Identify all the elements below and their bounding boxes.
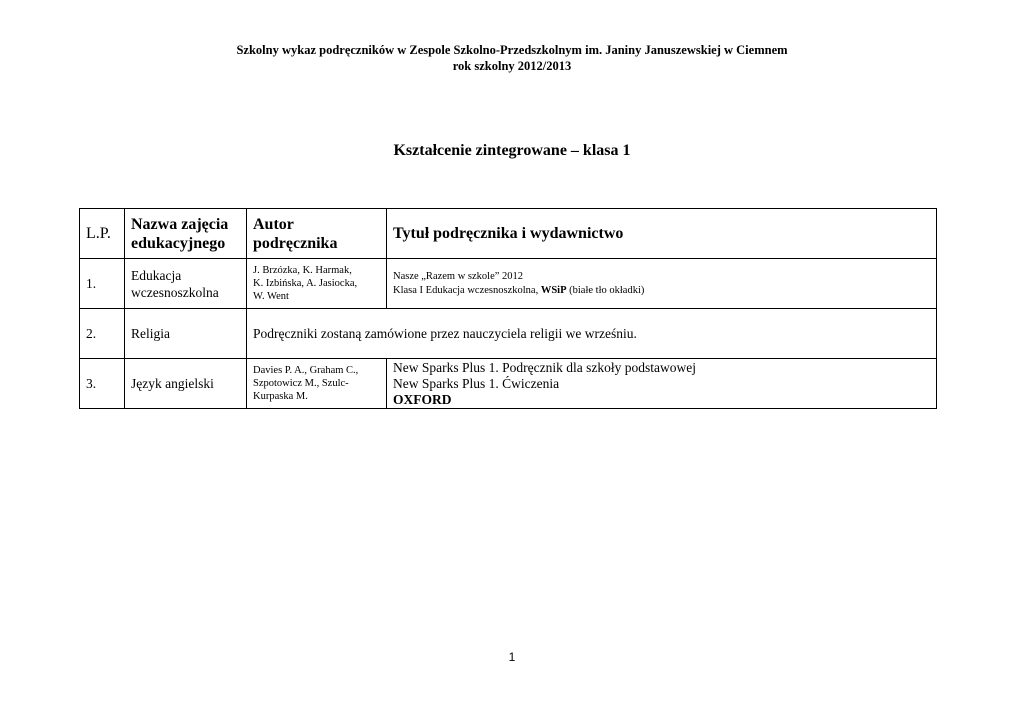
header-subject-line1: Nazwa zajęcia (131, 215, 229, 233)
header-author-line2: podręcznika (253, 234, 338, 252)
row3-author-line1: Davies P. A., Graham C., (253, 365, 359, 376)
section-title: Kształcenie zintegrowane – klasa 1 (393, 142, 631, 159)
row1-title-line2-pre: Klasa I Edukacja wczesnoszkolna, (393, 284, 541, 296)
table-header-row (80, 209, 937, 259)
row1-subject-line2: wczesnoszkolna (131, 284, 219, 300)
row1-subject-line1: Edukacja (131, 267, 182, 283)
row3-author-line2: Szpotowicz M., Szulc- (253, 378, 349, 389)
table-row (80, 359, 937, 409)
header-subject (125, 209, 247, 259)
header-school-line: Szkolny wykaz podręczników w Zespole Szkolno-Przedszkolnym im. Janiny Januszewskiej w Ciemnem (236, 43, 788, 57)
row3-author-line3: Kurpaska M. (253, 391, 308, 402)
row1-author-line2: K. Izbińska, A. Jasiocka, (253, 278, 358, 289)
row1-author (247, 259, 387, 309)
header-author-line1: Autor (253, 215, 294, 233)
row1-publisher: WSiP (540, 284, 567, 296)
row1-title (387, 259, 937, 309)
row1-title-line1: Nasze „Razem w szkole” 2012 (393, 270, 524, 282)
row1-lp: 1. (80, 259, 125, 309)
row3-title-line2: New Sparks Plus 1. Ćwiczenia (393, 375, 560, 391)
row1-title-line2-post: (białe tło okładki) (566, 284, 645, 296)
row1-author-line3: W. Went (253, 291, 289, 302)
row2-subject: Religia (125, 309, 247, 359)
row1-title-line2 (393, 284, 930, 298)
table-row (80, 309, 937, 359)
row3-author (247, 359, 387, 409)
table-row (80, 259, 937, 309)
row3-publisher: OXFORD (393, 391, 452, 407)
row3-subject: Język angielski (125, 359, 247, 409)
header-author (247, 209, 387, 259)
document-header (0, 42, 1024, 74)
row1-subject (125, 259, 247, 309)
row2-note: Podręczniki zostaną zamówione przez nauczyciela religii we wrześniu. (247, 309, 937, 359)
page-number: 1 (508, 650, 516, 664)
row3-title-line1: New Sparks Plus 1. Podręcznik dla szkoły podstawowej (393, 359, 696, 375)
header-lp: L.P. (80, 209, 125, 259)
header-title: Tytuł podręcznika i wydawnictwo (387, 209, 937, 259)
row3-title (387, 359, 937, 409)
header-year-line: rok szkolny 2012/2013 (452, 59, 572, 73)
row2-lp: 2. (80, 309, 125, 359)
row1-author-line1: J. Brzózka, K. Harmak, (253, 265, 352, 276)
textbook-table (79, 208, 937, 409)
row3-lp: 3. (80, 359, 125, 409)
header-subject-line2: edukacyjnego (131, 234, 226, 252)
